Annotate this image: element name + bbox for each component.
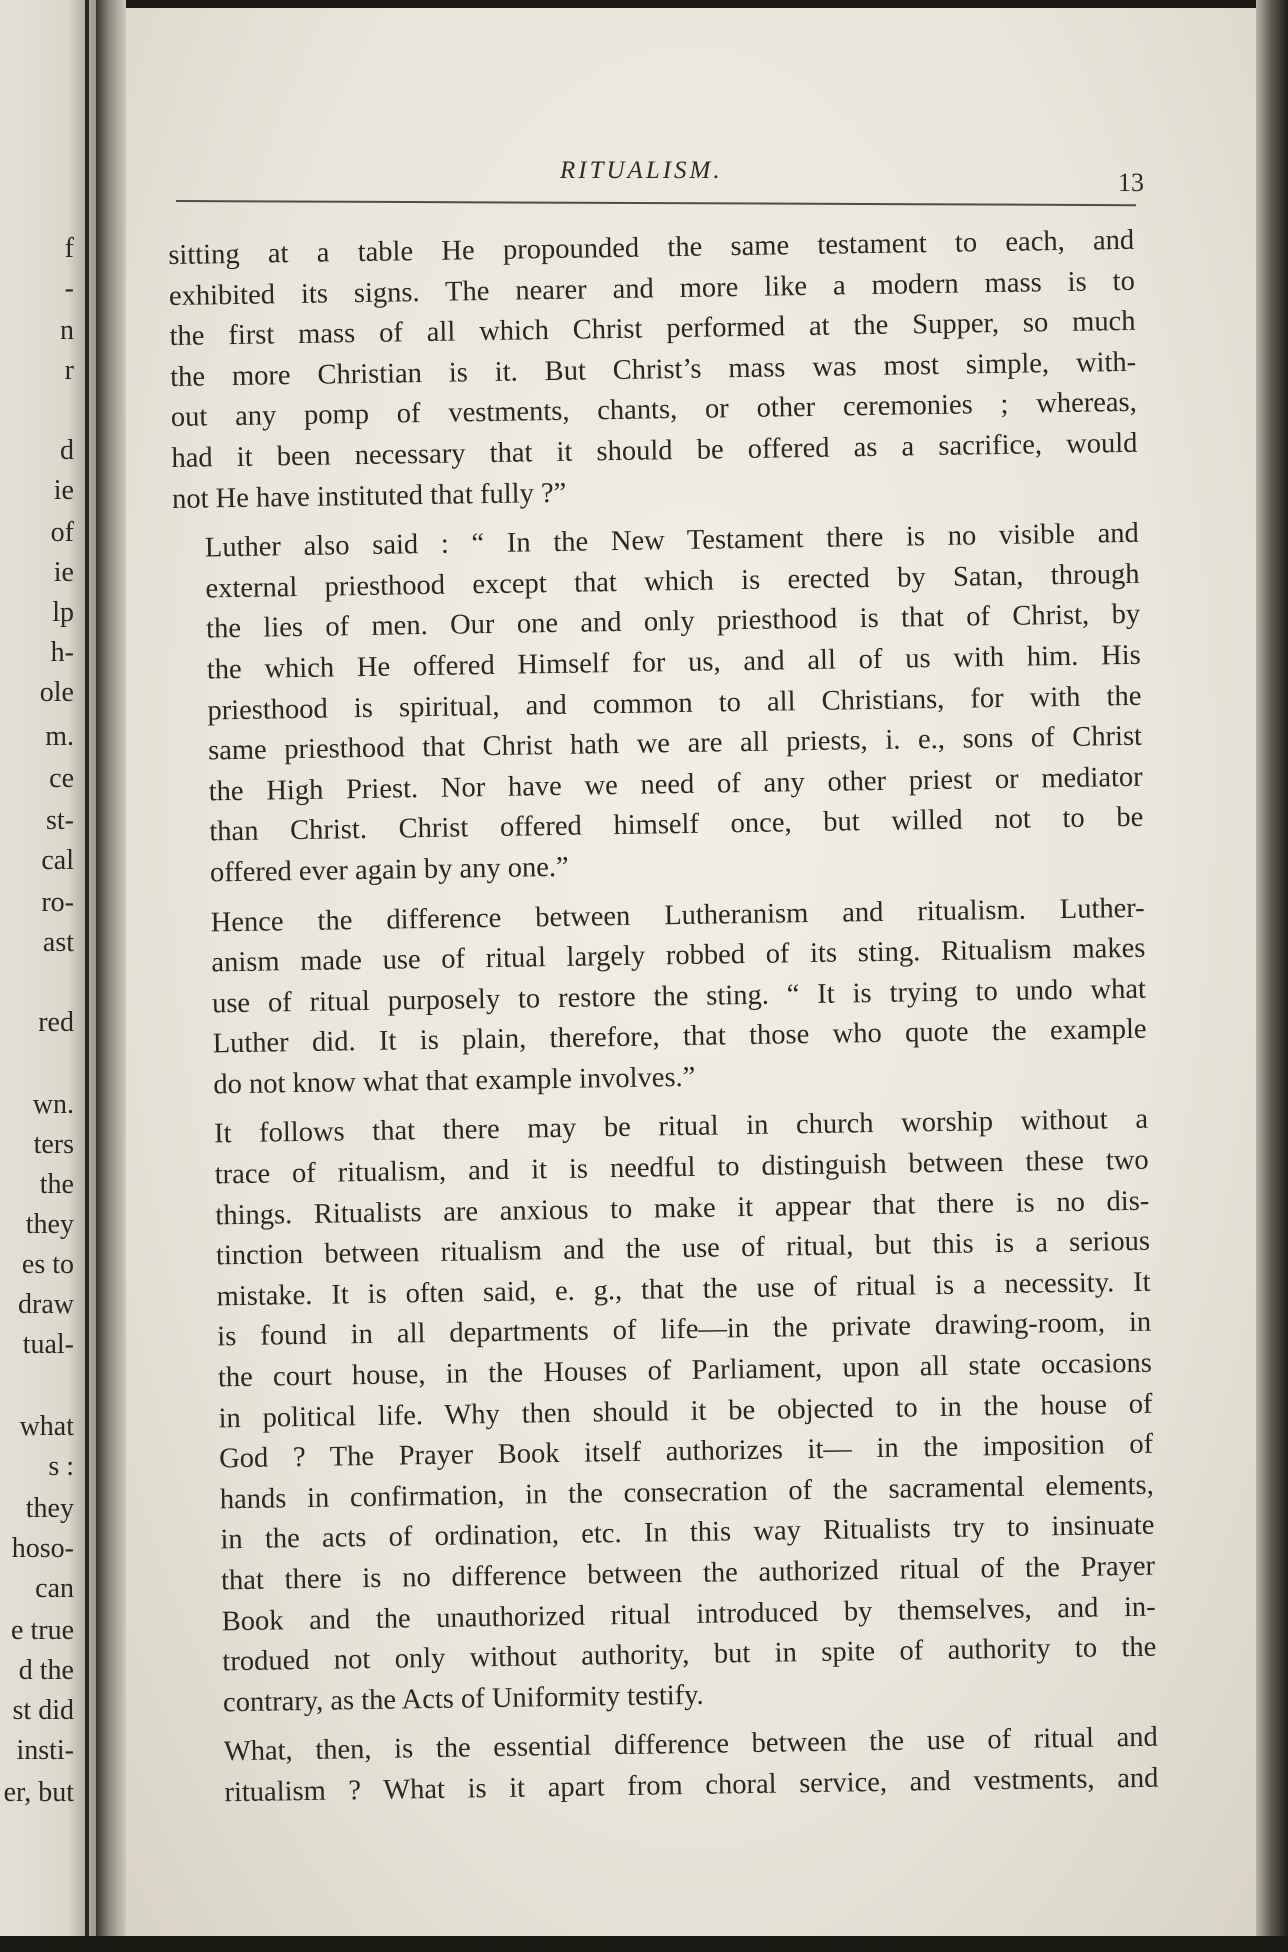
text-line: sitting at a table He propounded the same testament to each, and [168, 224, 1135, 271]
facing-page-fragment: h- [50, 637, 74, 668]
text-line: use of ritual purposely to restore the sting. “ It is trying to undo what [211, 973, 1147, 1020]
facing-page-fragment: d [60, 435, 74, 466]
text-line: God ? The Prayer Book itself authorizes it— in the imposition of [218, 1428, 1154, 1475]
facing-page-fragment: ie [53, 475, 74, 506]
facing-page-fragment: wn. [32, 1089, 74, 1120]
text-line: anism made use of ritual largely robbed of its sting. Ritualism makes [211, 932, 1146, 979]
facing-page-fragment: what [19, 1411, 74, 1442]
facing-page-fragment: ce [49, 763, 74, 794]
facing-page-fragment: st- [46, 805, 74, 836]
text-line: do not know what that example involves.” [213, 1061, 696, 1101]
text-line: than Christ. Christ offered himself once, but willed not to be [209, 802, 1144, 848]
text-line: tinction between ritualism and the use of ritual, but this is a serious [215, 1225, 1151, 1272]
facing-page-fragment: s : [48, 1451, 74, 1482]
paragraph [182, 1100, 1157, 1724]
facing-page-fragment: - [64, 273, 74, 304]
page-right-edge-shadow [1256, 0, 1288, 1952]
text-line: What, then, is the essential difference between the use of ritual and [223, 1722, 1158, 1768]
paragraph [192, 1718, 1159, 1814]
text-line: Hence the difference between Lutheranism and ritualism. Luther- [210, 892, 1145, 938]
facing-page-fragment: es to [21, 1249, 74, 1280]
text-line: that there is no difference between the authorized ritual of the Prayer [220, 1550, 1156, 1597]
facing-page-fragment: r [64, 355, 74, 386]
text-line: the High Priest. Nor have we need of any other priest or mediator [208, 761, 1143, 808]
facing-page-fragment: draw [18, 1289, 74, 1320]
text-line: in the acts of ordination, etc. In this way Ritualists try to insinuate [220, 1510, 1155, 1556]
text-line: trodued not only without authority, but in spite of authority to the [222, 1631, 1157, 1678]
facing-page-fragment: of [50, 517, 74, 548]
facing-page-fragment: hoso- [11, 1533, 74, 1564]
facing-page-border [85, 0, 89, 1952]
facing-page-fragment: e true [11, 1615, 74, 1646]
text-line: not He have instituted that fully ?” [171, 477, 567, 515]
facing-page-edge [0, 0, 96, 1952]
facing-page-fragment: st did [12, 1695, 74, 1726]
facing-page-fragment: lp [52, 597, 74, 628]
facing-page-fragment: tual- [22, 1329, 74, 1360]
facing-page-fragment: er, but [3, 1777, 74, 1808]
facing-page-fragment: cal [41, 845, 74, 876]
text-line: Luther also said : “ In the New Testament there is no visible and [204, 517, 1140, 564]
facing-page-fragment: n [60, 315, 74, 346]
facing-page-fragment: ast [42, 927, 74, 958]
text-line: mistake. It is often said, e. g., that the use of ritual is a necessity. It [216, 1266, 1151, 1313]
text-line: external priesthood except that which is erected by Satan, through [205, 558, 1140, 605]
paragraph [173, 514, 1145, 894]
text-line: same priesthood that Christ hath we are all priests, i. e., sons of Christ [207, 720, 1143, 767]
facing-page-fragment: ole [39, 677, 74, 708]
facing-page-fragment: insti- [16, 1735, 74, 1766]
facing-page-fragment: d the [18, 1655, 74, 1686]
text-line: Luther did. It is plain, therefore, that those who quote the example [212, 1014, 1147, 1060]
text-line: out any pomp of vestments, chants, or other ceremonies ; whereas, [170, 387, 1137, 434]
facing-page-fragment: ie [53, 557, 74, 588]
facing-page-fragment: they [25, 1209, 74, 1240]
facing-page-fragment: they [25, 1493, 74, 1524]
body-text [168, 221, 1159, 1815]
text-line: the court house, in the Houses of Parliament, upon all state occasions [217, 1347, 1153, 1394]
facing-page-fragment: ro- [41, 887, 74, 918]
text-line: is found in all departments of life—in the private drawing-room, in [217, 1307, 1152, 1353]
text-line: things. Ritualists are anxious to make it appear that there is no dis- [215, 1185, 1150, 1232]
text-line: It follows that there may be ritual in church worship without a [213, 1104, 1149, 1150]
running-head: RITUALISM. [560, 157, 723, 184]
book-gutter [96, 0, 126, 1952]
facing-page-fragment: the [39, 1169, 74, 1200]
paragraph [178, 888, 1147, 1106]
text-line: in political life. Why then should it be objected to in the house of [218, 1388, 1153, 1434]
text-line: Book and the unauthorized ritual introduced by themselves, and in- [221, 1591, 1156, 1637]
page-number: 13 [1118, 168, 1144, 197]
text-line: priesthood is spiritual, and common to all Christians, for with the [207, 680, 1142, 726]
text-line: the lies of men. Our one and only priesthood is that of Christ, by [205, 599, 1141, 645]
facing-page-fragment: red [38, 1007, 74, 1038]
text-line: trace of ritualism, and it is needful to distinguish between these two [214, 1144, 1149, 1191]
facing-page-fragment: ters [33, 1129, 74, 1160]
paragraph [168, 221, 1138, 520]
text-line: hands in confirmation, in the consecration of the sacramental elements, [219, 1469, 1154, 1516]
text-line: the more Christian is it. But Christ’s mass was most simple, with- [169, 346, 1137, 393]
text-line: exhibited its signs. The nearer and more like a modern mass is to [168, 265, 1136, 312]
text-line: had it been necessary that it should be offered as a sacrifice, would [171, 427, 1138, 474]
text-line: the which He offered Himself for us, and all of us with him. His [206, 639, 1141, 686]
text-line: contrary, as the Acts of Uniformity testify. [222, 1679, 704, 1719]
text-line: ritualism ? What is it apart from choral service, and vestments, and [224, 1762, 1159, 1809]
bottom-shadow-band [0, 1936, 1288, 1952]
facing-page-fragment: f [64, 233, 74, 264]
facing-page-fragment: can [35, 1573, 74, 1604]
text-line: offered ever again by any one.” [209, 851, 569, 889]
facing-page-fragment: m. [45, 721, 74, 752]
text-line: the first mass of all which Christ performed at the Supper, so much [169, 306, 1136, 353]
